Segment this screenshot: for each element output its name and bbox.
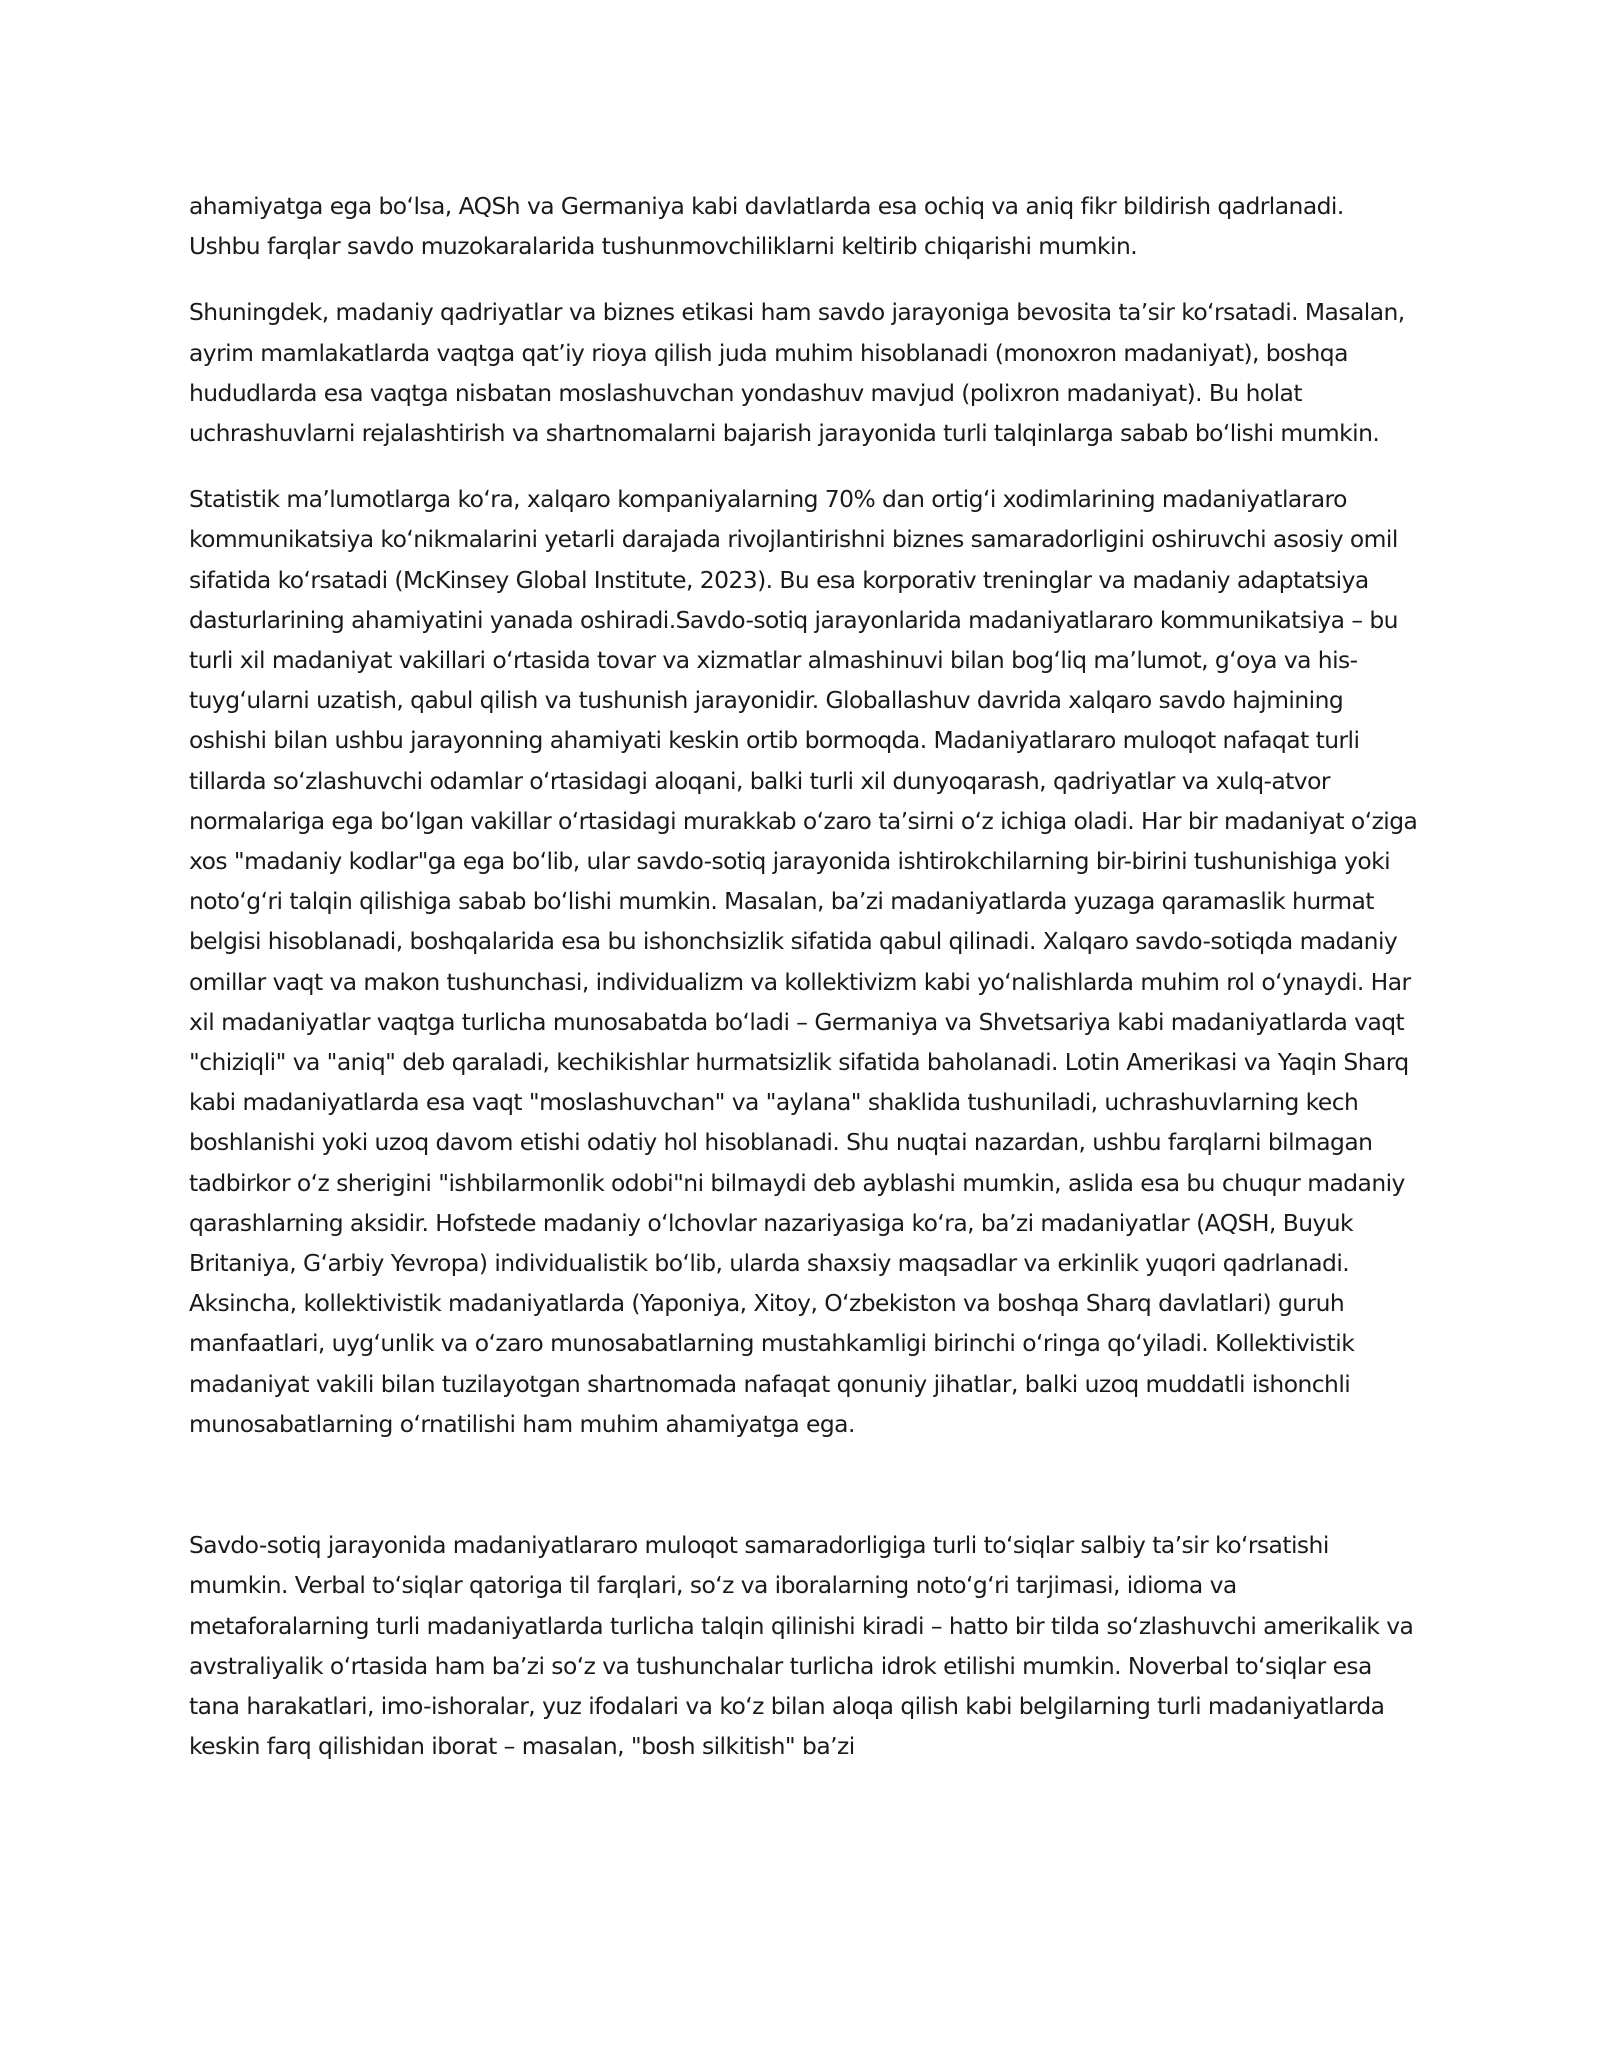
paragraph: Savdo-sotiq jarayonida madaniyatlararo muloqot samaradorligiga turli toʻsiqlar salbiy taʼsir koʻrsatishi mumkin. Verbal toʻsiqlar qatoriga til farqlari, soʻz va iboralarning notoʻgʻri tarjimasi, idioma va metaforalarning turli madaniyatlarda turlicha talqin qilinishi kiradi – hatto bir tilda soʻzlashuvchi amerikalik va avstraliyalik oʻrtasida ham baʼzi soʻz va tushunchalar turlicha idrok etilishi mumkin. Noverbal toʻsiqlar esa tana harakatlari, imo-ishoralar, yuz ifodalari va koʻz bilan aloqa qilish kabi belgilarning turli madaniyatlarda keskin farq qilishidan iborat – masalan, "bosh silkitish" baʼzi <box>189 1531 1414 1761</box>
paragraph: ahamiyatga ega boʻlsa, AQSh va Germaniya kabi davlatlarda esa ochiq va aniq fikr bildirish qadrlanadi. Ushbu farqlar savdo muzokaralarida tushunmovchiliklarni keltirib chiqarishi mumkin. <box>189 192 1344 261</box>
document-body <box>189 186 1419 1792</box>
paragraph: Statistik maʼlumotlarga koʻra, xalqaro kompaniyalarning 70% dan ortigʻi xodimlarining madaniyatlararo kommunikatsiya koʻnikmalarini yetarli darajada rivojlantirishni biznes samaradorligini oshiruvchi asosiy omil sifatida koʻrsatadi (McKinsey Global Institute, 2023). Bu esa korporativ treninglar va madaniy adaptatsiya dasturlarining ahamiyatini yanada oshiradi.Savdo-sotiq jarayonlarida madaniyatlararo kommunikatsiya – bu turli xil madaniyat vakillari oʻrtasida tovar va xizmatlar almashinuvi bilan bogʻliq maʼlumot, gʻoya va his-tuygʻularni uzatish, qabul qilish va tushunish jarayonidir. Globallashuv davrida xalqaro savdo hajmining oshishi bilan ushbu jarayonning ahamiyati keskin ortib bormoqda. Madaniyatlararo muloqot nafaqat turli tillarda soʻzlashuvchi odamlar oʻrtasidagi aloqani, balki turli xil dunyoqarash, qadriyatlar va xulq-atvor normalariga ega boʻlgan vakillar oʻrtasidagi murakkab oʻzaro taʼsirni oʻz ichiga oladi. Har bir madaniyat oʻziga xos "madaniy kodlar"ga ega boʻlib, ular savdo-sotiq jarayonida ishtirokchilarning bir-birini tushunishiga yoki notoʻgʻri talqin qilishiga sabab boʻlishi mumkin. Masalan, baʼzi madaniyatlarda yuzaga qaramaslik hurmat belgisi hisoblanadi, boshqalarida esa bu ishonchsizlik sifatida qabul qilinadi. Xalqaro savdo-sotiqda madaniy omillar vaqt va makon tushunchasi, individualizm va kollektivizm kabi yoʻnalishlarda muhim rol oʻynaydi. Har xil madaniyatlar vaqtga turlicha munosabatda boʻladi – Germaniya va Shvetsariya kabi madaniyatlarda vaqt "chiziqli" va "aniq" deb qaraladi, kechikishlar hurmatsizlik sifatida baholanadi. Lotin Amerikasi va Yaqin Sharq kabi madaniyatlarda esa vaqt "moslashuvchan" va "aylana" shaklida tushuniladi, uchrashuvlarning kech boshlanishi yoki uzoq davom etishi odatiy hol hisoblanadi. Shu nuqtai nazardan, ushbu farqlarni bilmagan tadbirkor oʻz sherigini "ishbilarmonlik odobi"ni bilmaydi deb ayblashi mumkin, aslida esa bu chuqur madaniy qarashlarning aksidir. Hofstede madaniy oʻlchovlar nazariyasiga koʻra, baʼzi madaniyatlar (AQSH, Buyuk Britaniya, Gʻarbiy Yevropa) individualistik boʻlib, ularda shaxsiy maqsadlar va erkinlik yuqori qadrlanadi. Aksincha, kollektivistik madaniyatlarda (Yaponiya, Xitoy, Oʻzbekiston va boshqa Sharq davlatlari) guruh manfaatlari, uygʻunlik va oʻzaro munosabatlarning mustahkamligi birinchi oʻringa qoʻyiladi. Kollektivistik madaniyat vakili bilan tuzilayotgan shartnomada nafaqat qonuniy jihatlar, balki uzoq muddatli ishonchli munosabatlarning oʻrnatilishi ham muhim ahamiyatga ega. <box>189 485 1418 1438</box>
paragraph: Shuningdek, madaniy qadriyatlar va biznes etikasi ham savdo jarayoniga bevosita taʼsir koʻrsatadi. Masalan, ayrim mamlakatlarda vaqtga qatʼiy rioya qilish juda muhim hisoblanadi (monoxron madaniyat), boshqa hududlarda esa vaqtga nisbatan moslashuvchan yondashuv mavjud (polixron madaniyat). Bu holat uchrashuvlarni rejalashtirish va shartnomalarni bajarish jarayonida turli talqinlarga sabab boʻlishi mumkin. <box>189 298 1405 448</box>
